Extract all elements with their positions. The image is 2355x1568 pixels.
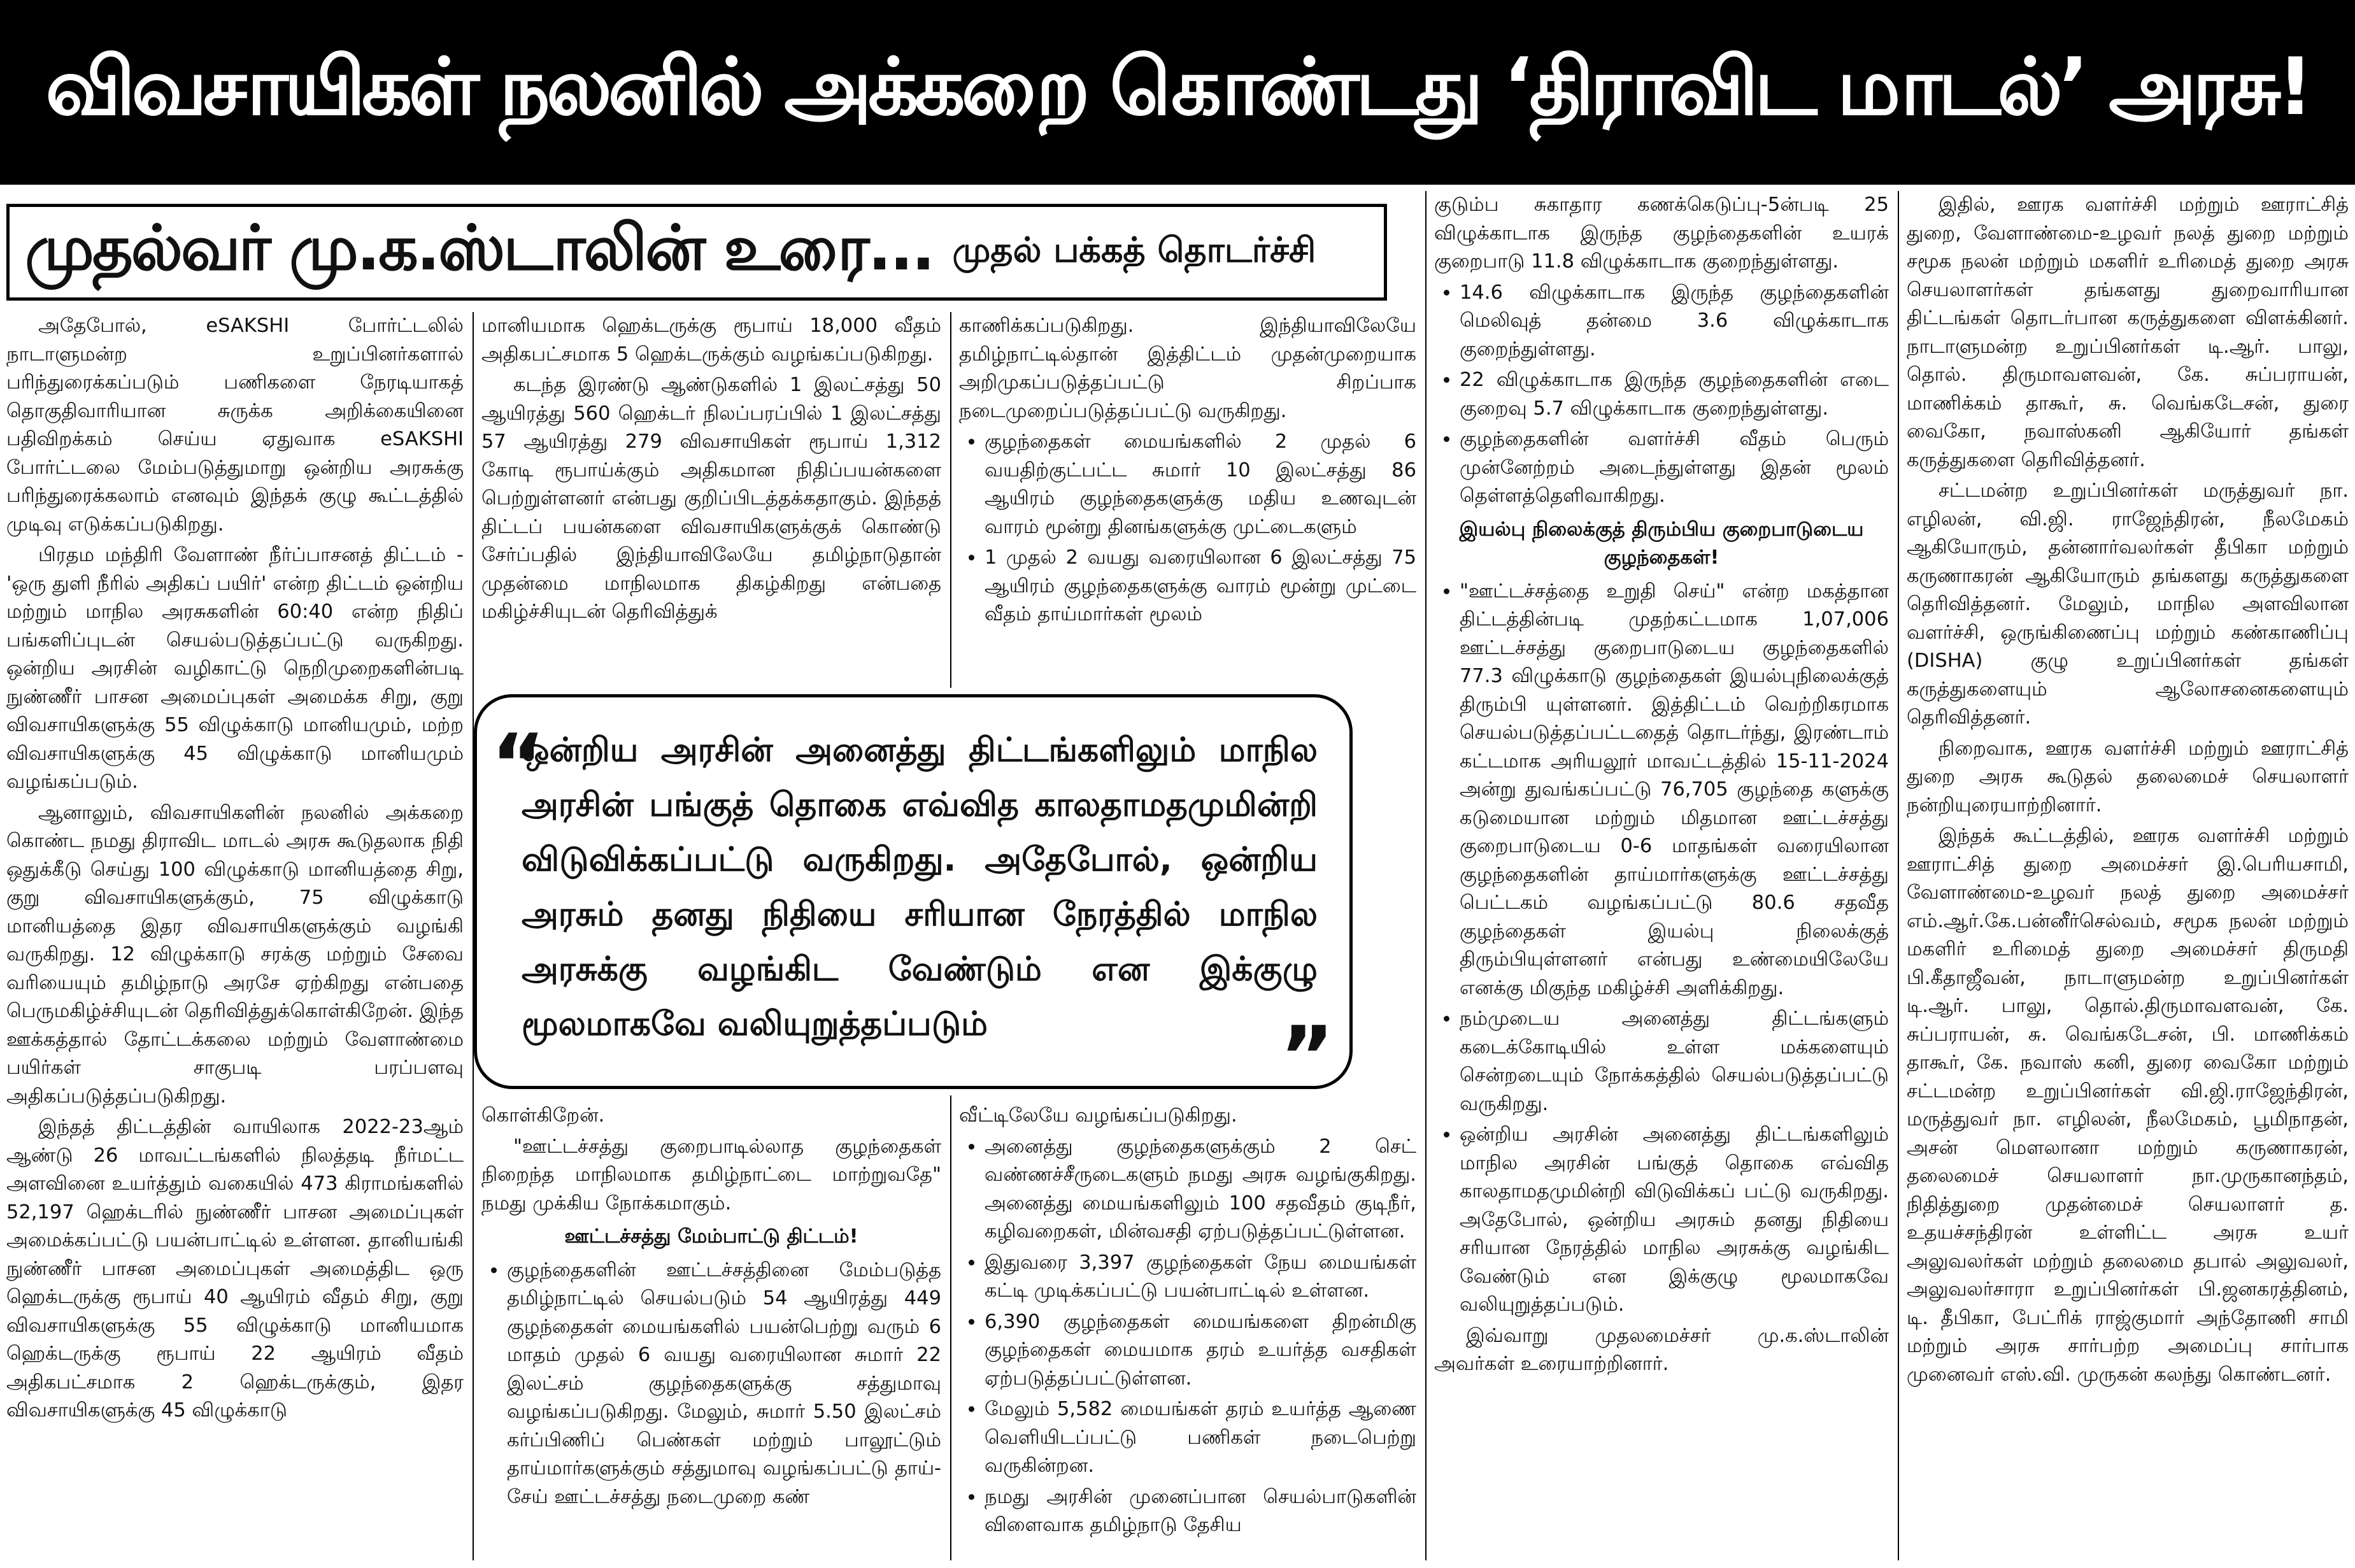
list-item: • இதுவரை 3,397 குழந்தைகள் நேய மையங்கள் கட்டி முடிக்கப்பட்டு பயன்பாட்டில் உள்ளன. bbox=[985, 1249, 1416, 1306]
article-column-2-top bbox=[481, 312, 941, 688]
subheadline-main: முதல்வர் மு.க.ஸ்டாலின் உரை... bbox=[25, 211, 934, 285]
list-item: • மேலும் 5,582 மையங்கள் தரம் உயர்த்த ஆணை வெளியிடப்பட்டு பணிகள் நடைபெற்று வருகின்றன. bbox=[985, 1395, 1416, 1481]
paragraph: காணிக்கப்படுகிறது. இந்தியாவிலேயே தமிழ்நாட்டில்தான் இத்திட்டம் முதன்முறையாக அறிமுகப்படுத்தப்பட்டு சிறப்பாக நடைமுறைப்படுத்தப்பட்டு வருகிறது. bbox=[959, 315, 1416, 422]
article-column-1 bbox=[6, 312, 464, 1564]
list-item: • 1 முதல் 2 வயது வரையிலான 6 இலட்சத்து 75 ஆயிரம் குழந்தைகளுக்கு வாரம் மூன்று முட்டை வீதம் தாய்மார்கள் மூலம் bbox=[985, 544, 1416, 629]
paragraph: பிரதம மந்திரி வேளாண் நீர்ப்பாசனத் திட்டம் - 'ஒரு துளி நீரில் அதிகப் பயிர்' என்ற திட்டம் ஒன்றிய மற்றும் மாநில அரசுகளின் 60:40 என்ற நிதிப் பங்களிப்புடன் செயல்படுத்தப்பட்டு வருகிறது. ஒன்றிய அரசின் வழிகாட்டு நெறிமுறைகளின்படி நுண்ணீர் பாசன அமைப்புகள் அமைக்க சிறு, குறு விவசாயிகளுக்கு 55 விழுக்காடு மானியமும், மற்ற விவசாயிகளுக்கு 45 விழுக்காடு மானியமும் வழங்கப்படும். bbox=[6, 544, 464, 793]
section-heading: இயல்பு நிலைக்குத் திரும்பிய குறைபாடுடைய குழந்தைகள்! bbox=[1459, 518, 1864, 569]
list-item: • நம்முடைய அனைத்து திட்டங்களும் கடைக்கோடியில் உள்ள மக்களையும் சென்றடையும் நோக்கத்தில் செயல்படுத்தப்பட்டு வருகிறது. bbox=[1460, 1005, 1889, 1118]
list-item: • குழந்தைகளின் ஊட்டச்சத்தினை மேம்படுத்த தமிழ்நாட்டில் செயல்படும் 54 ஆயிரத்து 449 குழந்தைகள் மையங்களில் பயன்பெற்று வரும் 6 மாதம் முதல் 6 வயது வரையிலான சுமார் 22 இலட்சம் குழந்தைகளுக்கு சத்துமாவு வழங்கப்படுகிறது. மேலும், சுமார் 5.50 இலட்சம் கர்ப்பிணிப் பெண்கள் மற்றும் பாலூட்டும் தாய்மார்களுக்கும் சத்துமாவு வழங்கப்பட்டு தாய்-சேய் ஊட்டச்சத்து நடைமுறை கண் bbox=[507, 1257, 941, 1512]
paragraph: கடந்த இரண்டு ஆண்டுகளில் 1 இலட்சத்து 50 ஆயிரத்து 560 ஹெக்டர் நிலப்பரப்பில் 1 இலட்சத்து 57 ஆயிரத்து 279 விவசாயிகள் ரூபாய் 1,312 கோடி ரூபாய்க்கும் அதிகமான நிதிப்பயன்களை பெற்றுள்ளனர் என்பது குறிப்பிடத்தக்கதாகும். இந்தத் திட்டப் பயன்களை விவசாயிகளுக்குக் கொண்டு சேர்ப்பதில் இந்தியாவிலேயே தமிழ்நாடுதான் முதன்மை மாநிலமாக திகழ்கிறது என்பதை மகிழ்ச்சியுடன் தெரிவித்துக் bbox=[481, 374, 941, 623]
list-item: • "ஊட்டச்சத்தை உறுதி செய்" என்ற மகத்தான திட்டத்தின்படி முதற்கட்டமாக 1,07,006 ஊட்டச்சத்து குறைபாடுடைய குழந்தைகளில் 77.3 விழுக்காடு குழந்தைகள் இயல்புநிலைக்குத் திரும்பி யுள்ளனர். இத்திட்டம் வெற்றிகரமாக செயல்படுத்தப்பட்டதைத் தொடர்ந்து, இரண்டாம் கட்டமாக அரியலூர் மாவட்டத்தில் 15-11-2024 அன்று துவங்கப்பட்டு 76,705 குழந்தை களுக்கு கடுமையான மற்றும் மிதமான ஊட்டச்சத்து குறைபாடுடைய 0-6 மாதங்கள் வரையிலான குழந்தைகளின் தாய்மார்களுக்கு ஊட்டச்சத்து பெட்டகம் வழங்கப்பட்டு 80.6 சதவீத குழந்தைகள் இயல்பு நிலைக்குத் திரும்பியுள்ளனர் என்பது உண்மையிலேயே எனக்கு மிகுந்த மகிழ்ச்சி அளிக்கிறது. bbox=[1460, 578, 1889, 1003]
article-column-2-bottom bbox=[481, 1102, 941, 1564]
list-item: • 14.6 விழுக்காடாக இருந்த குழந்தைகளின் மெலிவுத் தன்மை 3.6 விழுக்காடாக குறைந்துள்ளது. bbox=[1460, 279, 1889, 364]
paragraph: கொள்கிறேன். bbox=[481, 1104, 605, 1127]
bullet-list bbox=[959, 428, 1416, 629]
paragraph: ஆனாலும், விவசாயிகளின் நலனில் அக்கறை கொண்ட நமது திராவிட மாடல் அரசு கூடுதலாக நிதி ஒதுக்கீடு செய்து 100 விழுக்காடு மானியத்தை சிறு, குறு விவசாயிகளுக்கும், 75 விழுக்காடு மானியத்தை இதர விவசாயிகளுக்கும் வழங்கி வருகிறது. 12 விழுக்காடு சரக்கு மற்றும் சேவை வரியையும் தமிழ்நாடு அரசே ஏற்கிறது என்பதை பெருமகிழ்ச்சியுடன் தெரிவித்துக்கொள்கிறேன். இந்த ஊக்கத்தால் தோட்டக்கலை மற்றும் வேளாண்மை பயிர்கள் சாகுபடி பரப்பளவு அதிகப்படுத்தப்படுகிறது. bbox=[6, 801, 464, 1108]
column-rule bbox=[950, 1095, 951, 1560]
bullet-list bbox=[481, 1257, 941, 1512]
paragraph: "ஊட்டச்சத்து குறைபாடில்லாத குழந்தைகள் நிறைந்த மாநிலமாக தமிழ்நாட்டை மாற்றுவதே" நமது முக்கிய நோக்கமாகும். bbox=[481, 1135, 941, 1215]
column-rule bbox=[1898, 191, 1899, 1560]
paragraph: நிறைவாக, ஊரக வளர்ச்சி மற்றும் ஊராட்சித் துறை அரசு கூடுதல் தலைமைச் செயலாளர் நன்றியுரையாற்றினார். bbox=[1907, 737, 2349, 816]
column-rule bbox=[950, 312, 951, 688]
paragraph: வீட்டிலேயே வழங்கப்படுகிறது. bbox=[959, 1104, 1237, 1127]
headline-banner bbox=[0, 0, 2355, 185]
article-column-5 bbox=[1907, 191, 2349, 1564]
article-column-3-top bbox=[959, 312, 1416, 688]
list-item: • அனைத்து குழந்தைகளுக்கும் 2 செட் வண்ணச்சீருடைகளும் நமது அரசு வழங்குகிறது. அனைத்து மையங்களிலும் 100 சதவீதம் குடிநீர், கழிவறைகள், மின்வசதி ஏற்படுத்தப்பட்டுள்ளன. bbox=[985, 1133, 1416, 1246]
article-column-3-bottom bbox=[959, 1102, 1416, 1564]
paragraph: இவ்வாறு முதலமைச்சர் மு.க.ஸ்டாலின் அவர்கள் உரையாற்றினார். bbox=[1434, 1324, 1889, 1375]
article-column-4 bbox=[1434, 191, 1889, 1564]
open-quote-mark: “ bbox=[491, 716, 546, 813]
paragraph: மானியமாக ஹெக்டருக்கு ரூபாய் 18,000 வீதம் அதிகபட்சமாக 5 ஹெக்டருக்கும் வழங்கப்படுகிறது. bbox=[481, 315, 941, 366]
list-item: • குழந்தைகளின் வளர்ச்சி வீதம் பெரும் முன்னேற்றம் அடைந்துள்ளது இதன் மூலம் தெள்ளத்தெளிவாகிறது. bbox=[1460, 425, 1889, 511]
pull-quote bbox=[474, 694, 1353, 1105]
section-heading: ஊட்டச்சத்து மேம்பாட்டு திட்டம்! bbox=[564, 1225, 858, 1248]
column-rule bbox=[1425, 191, 1427, 1560]
list-item: • 6,390 குழந்தைகள் மையங்களை திறன்மிகு குழந்தைகள் மையமாக தரம் உயர்த்த வசதிகள் ஏற்படுத்தப்பட்டுள்ளன. bbox=[985, 1308, 1416, 1393]
list-item: • நமது அரசின் முனைப்பான செயல்பாடுகளின் விளைவாக தமிழ்நாடு தேசிய bbox=[985, 1483, 1416, 1540]
paragraph: இந்தத் திட்டத்தின் வாயிலாக 2022-23ஆம் ஆண்டு 26 மாவட்டங்களில் நிலத்தடி நீர்மட்ட அளவினை உயர்த்தும் வகையில் 473 கிராமங்களில் 52,197 ஹெக்டரில் நுண்ணீர் பாசன அமைப்புகள் அமைக்கப்பட்டு பயன்பாட்டில் உள்ளன. தானியங்கி நுண்ணீர் பாசன அமைப்புகள் அமைத்திட ஒரு ஹெக்டருக்கு ரூபாய் 40 ஆயிரம் வீதம் சிறு, குறு விவசாயிகளுக்கு 55 விழுக்காடு மானியமாக ஹெக்டருக்கு ரூபாய் 22 ஆயிரம் வீதம் அதிகபட்சமாக 2 ஹெக்டருக்கும், இதர விவசாயிகளுக்கு 45 விழுக்காடு bbox=[6, 1116, 464, 1422]
list-item: • குழந்தைகள் மையங்களில் 2 முதல் 6 வயதிற்குட்பட்ட சுமார் 10 இலட்சத்து 86 ஆயிரம் குழந்தைகளுக்கு மதிய உணவுடன் வாரம் மூன்று தினங்களுக்கு முட்டைகளும் bbox=[985, 428, 1416, 541]
paragraph: சட்டமன்ற உறுப்பினர்கள் மருத்துவர் நா. எழிலன், வி.ஜி. ராஜேந்திரன், நீலமேகம் ஆகியோரும், தன்னார்வலர்கள் தீபிகா மற்றும் கருணாகரன் ஆகியோரும் தங்களது கருத்துகளை தெரிவித்தனர். மேலும், மாநில அளவிலான வளர்ச்சி, ஒருங்கிணைப்பு மற்றும் கண்காணிப்பு (DISHA) குழு உறுப்பினர்கள் தங்கள் கருத்துகளையும் ஆலோசனைகளையும் தெரிவித்தனர். bbox=[1907, 480, 2349, 729]
list-item: • 22 விழுக்காடாக இருந்த குழந்தைகளின் எடை குறைவு 5.7 விழுக்காடாக குறைந்துள்ளது. bbox=[1460, 366, 1889, 423]
pull-quote-text: ஒன்றிய அரசின் அனைத்து திட்டங்களிலும் மாநில அரசின் பங்குத் தொகை எவ்வித காலதாமதமுமின்றி விடுவிக்கப்பட்டு வருகிறது. அதேபோல், ஒன்றிய அரசும் தனது நிதியை சரியான நேரத்தில் மாநில அரசுக்கு வழங்கிட வேண்டும் என இக்குழு மூலமாகவே வலியுறுத்தப்படும் bbox=[522, 731, 1318, 1043]
subheadline-continuation: முதல் பக்கத் தொடர்ச்சி bbox=[952, 229, 1316, 270]
paragraph: அதேபோல், eSAKSHI போர்ட்டலில் நாடாளுமன்ற உறுப்பினர்களால் பரிந்துரைக்கப்படும் பணிகளை நேரடியாகத் தொகுதிவாரியான சுருக்க அறிக்கையினை பதிவிறக்கம் செய்ய ஏதுவாக eSAKSHI போர்ட்டலை மேம்படுத்துமாறு ஒன்றிய அரசுக்கு பரிந்துரைக்கலாம் எனவும் இந்தக் குழு கூட்டத்தில் முடிவு எடுக்கப்படுகிறது. bbox=[6, 315, 464, 536]
paragraph: இந்தக் கூட்டத்தில், ஊரக வளர்ச்சி மற்றும் ஊராட்சித் துறை அமைச்சர் இ.பெரியசாமி, வேளாண்மை-உழவர் நலத் துறை அமைச்சர் எம்.ஆர்.கே.பன்னீர்செல்வம், சமூக நலன் மற்றும் மகளிர் உரிமைத் துறை அமைச்சர் திருமதி பி.கீதாஜீவன், நாடாளுமன்ற உறுப்பினர்கள் டி.ஆர். பாலு, தொல்.திருமாவளவன், கே. சுப்பராயன், சு. வெங்கடேசன், பி. மாணிக்கம் தாகூர், கே. நவாஸ் கனி, துரை வைகோ மற்றும் சட்டமன்ற உறுப்பினர்கள் வி.ஜி.ராஜேந்திரன், மருத்துவர் நா. எழிலன், நீலமேகம், பூமிநாதன், அசன் மௌலானா மற்றும் கருணாகரன், தலைமைச் செயலாளர் நா.முருகானந்தம், நிதித்துறை முதன்மைச் செயலாளர் த. உதயச்சந்திரன் உள்ளிட்ட அரசு உயர் அலுவலர்கள் மற்றும் தலைமை தபால் அலுவலர், அலுவலர்சாரா உறுப்பினர்கள் பி.ஜனகரத்தினம், டி. தீபிகா, பேட்ரிக் ராஜ்குமார் அந்தோணி சாமி மற்றும் அரசு சார்பற்ற அமைப்பு சார்பாக முனைவர் எஸ்.வி. முருகன் கலந்து கொண்டனர். bbox=[1907, 825, 2349, 1386]
list-item: • ஒன்றிய அரசின் அனைத்து திட்டங்களிலும் மாநில அரசின் பங்குத் தொகை எவ்வித காலதாமதமுமின்றி விடுவிக்கப் பட்டு வருகிறது. அதேபோல், ஒன்றிய அரசும் தனது நிதியை சரியான நேரத்தில் மாநில அரசுக்கு வழங்கிட வேண்டும் என இக்குழு மூலமாகவே வலியுறுத்தப்படும். bbox=[1460, 1121, 1889, 1320]
bullet-list bbox=[1434, 279, 1889, 511]
subheadline-box bbox=[6, 204, 1387, 301]
paragraph: இதில், ஊரக வளர்ச்சி மற்றும் ஊராட்சித் துறை, வேளாண்மை-உழவர் நலத் துறை மற்றும் சமூக நலன் மற்றும் மகளிர் உரிமைத் துறை அரசு செயலாளர்கள் தங்களது துறைவாரியான திட்டங்கள் தொடர்பான கருத்துகளை விளக்கினர். நாடாளுமன்ற உறுப்பினர்கள் டி.ஆர். பாலு, தொல். திருமாவளவன், கே. சுப்பராயன், மாணிக்கம் தாகூர், சு. வெங்கடேசன், துரை வைகோ, நவாஸ்கனி ஆகியோர் தங்கள் கருத்துகளை தெரிவித்தனர். bbox=[1907, 194, 2349, 471]
headline: விவசாயிகள் நலனில் அக்கறை கொண்டது ‘திராவிட மாடல்’ அரசு! bbox=[45, 41, 2310, 133]
close-quote-mark: ” bbox=[1279, 1008, 1334, 1105]
paragraph: குடும்ப சுகாதார கணக்கெடுப்பு-5ன்படி 25 விழுக்காடாக இருந்த குழந்தைகளின் உயரக் குறைபாடு 11.8 விழுக்காடாக குறைந்துள்ளது. bbox=[1434, 194, 1889, 273]
bullet-list bbox=[959, 1133, 1416, 1540]
bullet-list bbox=[1434, 578, 1889, 1320]
